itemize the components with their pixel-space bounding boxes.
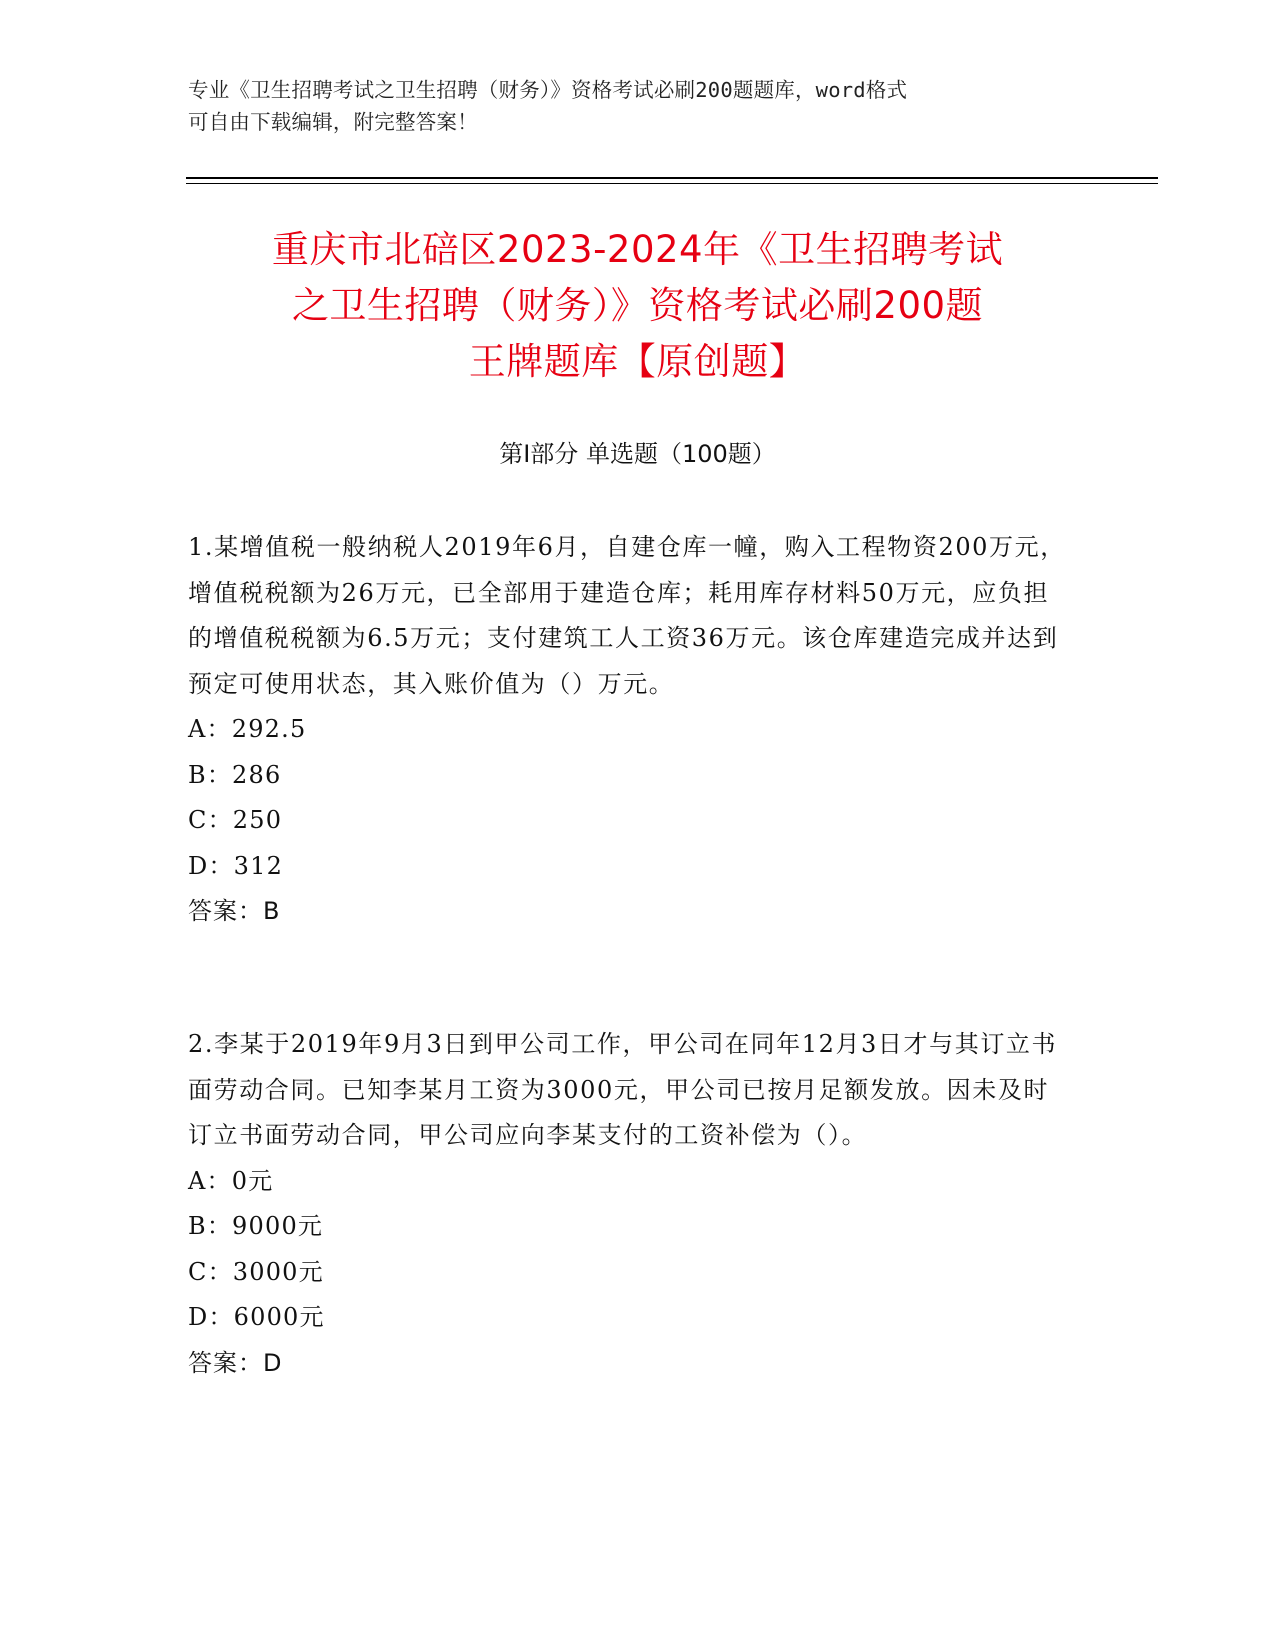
option-c: C：3000元 — [188, 1257, 324, 1286]
option-a: A：0元 — [188, 1166, 274, 1195]
document-title-line-2: 之卫生招聘（财务）》资格考试必刷200题 — [291, 284, 984, 327]
header-note-line-2: 可自由下载编辑，附完整答案！ — [188, 110, 478, 134]
answer-label: 答案：B — [188, 897, 281, 925]
question-stem: 1.某增值税一般纳税人2019年6月，自建仓库一幢，购入工程物资200万元，增值税税额为26万元，已全部用于建造仓库；耗用库存材料50万元，应负担的增值税税额为6.5万元；支付建筑工人工资36万元。该仓库建造完成并达到预定可使用状态，其入账价值为（）万元。 — [188, 533, 1066, 698]
header-divider-thin — [186, 183, 1158, 184]
option-b: B：9000元 — [188, 1212, 324, 1240]
option-d: D：312 — [188, 851, 284, 880]
section-heading: 第Ⅰ部分 单选题（100题） — [499, 440, 776, 468]
document-title-line-3: 王牌题库【原创题】 — [468, 340, 807, 383]
header-divider-thick — [186, 177, 1158, 179]
question-stem: 2.李某于2019年9月3日到甲公司工作，甲公司在同年12月3日才与其订立书面劳动合同。已知李某月工资为3000元，甲公司已按月足额发放。因未及时订立书面劳动合同，甲公司应向李某支付的工资补偿为（）。 — [188, 1030, 1058, 1149]
option-a: A：292.5 — [188, 715, 307, 743]
question-1 — [188, 525, 1073, 935]
option-b: B：286 — [188, 760, 282, 789]
option-c: C：250 — [188, 806, 283, 834]
document-title-line-1: 重庆市北碚区2023-2024年《卫生招聘考试 — [271, 228, 1004, 271]
document-title — [190, 222, 1085, 390]
question-2 — [188, 1022, 1073, 1386]
header-note-line-1: 专业《卫生招聘考试之卫生招聘（财务）》资格考试必刷200题题库，word格式 — [188, 78, 908, 102]
header-note — [188, 74, 1068, 138]
answer-label: 答案：D — [188, 1348, 283, 1377]
option-d: D：6000元 — [188, 1303, 325, 1331]
